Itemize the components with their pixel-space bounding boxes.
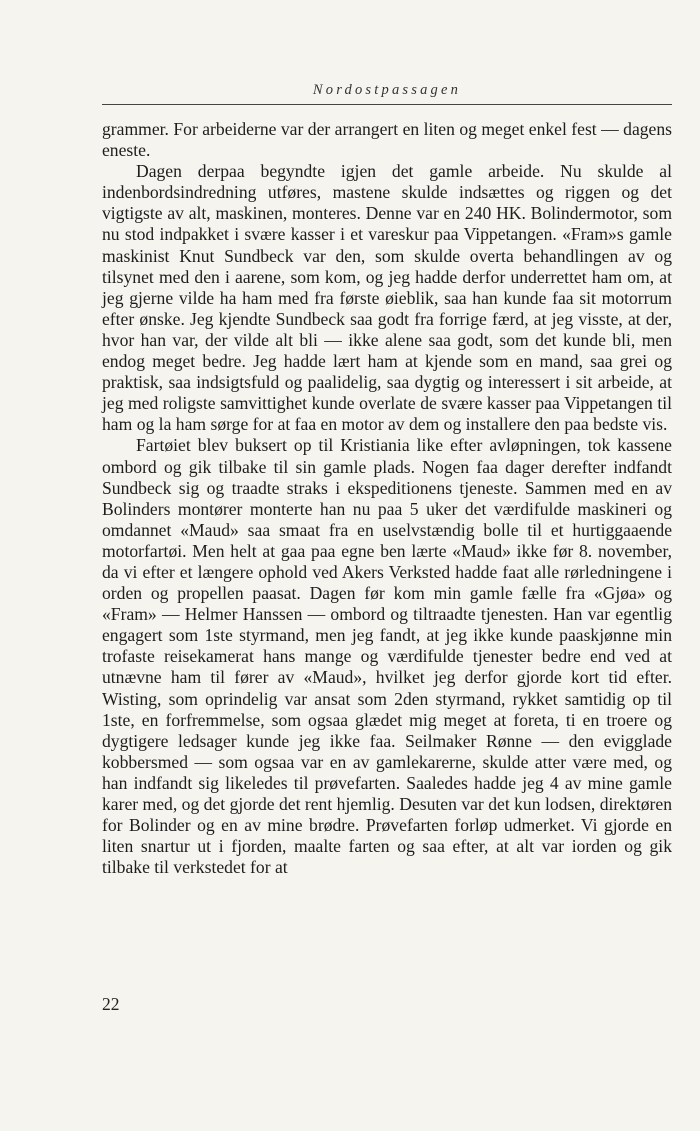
running-head-title: Nordostpassagen — [312, 82, 462, 98]
paragraph-continued: grammer. For arbeiderne var der arrangert en liten og meget enkel fest — dagens eneste. — [102, 119, 672, 161]
header-rule — [102, 104, 672, 105]
page-number: 22 — [102, 994, 120, 1014]
paragraph: Dagen derpaa begyndte igjen det gamle arbeide. Nu skulde al indenbordsindredning utføres, mastene skulde indsættes og riggen og det vigtigste av alt, maskinen, monteres. Denne var en 240 HK. Bolindermotor, som nu stod indpakket i svære kasser i et vareskur paa Vippetangen. «Fram»s gamle maskinist Knut Sundbeck var den, som skulde overta behandlingen av og tilsynet med den i aarene, som kom, og jeg hadde derfor underrettet ham om, at jeg gjerne vilde ha ham med fra første øieblik, saa han kunde faa sit motorrum efter ønske. Jeg kjendte Sundbeck saa godt fra forrige færd, at jeg visste, at der, hvor han var, der vilde alt bli — ikke alene saa godt, som det kunde bli, men endog meget bedre. Jeg hadde lært ham at kjende som en mand, saa grei og praktisk, saa indsigtsfuld og paalidelig, saa dygtig og interessert i sit arbeide, at jeg med roligste samvittighet kunde overlate de svære kasser paa Vippetangen til ham og la ham sørge for at faa en motor av dem og installere den paa bedste vis. — [102, 161, 672, 435]
body-text — [102, 119, 672, 878]
paragraph: Fartøiet blev buksert op til Kristiania like efter avløpningen, tok kassene ombord og gik tilbake til sin gamle plads. Nogen faa dager derefter indfandt Sundbeck sig og traadte straks i ekspeditionens tjeneste. Sammen med en av Bolinders montører monterte han nu paa 5 uker det værdifulde maskineri og omdannet «Maud» saa smaat fra en uselvstændig bolle til et hurtiggaaende motorfartøi. Men helt at gaa paa egne ben lærte «Maud» ikke før 8. november, da vi efter et længere ophold ved Akers Verksted hadde faat alle rørledningene i orden og propellen paasat. Dagen før kom min gamle fælle fra «Gjøa» og «Fram» — Helmer Hanssen — ombord og tiltraadte tjenesten. Han var egentlig engagert som 1ste styrmand, men jeg fandt, at jeg ikke kunde paaskjønne min trofaste reisekamerat hans mange og værdifulde tjenester bedre end ved at utnævne ham til fører av «Maud», hvilket jeg derfor gjorde kort tid efter. Wisting, som oprindelig var ansat som 2den styrmand, rykket samtidig op til 1ste, en forfremmelse, som ogsaa glædet mig meget at foreta, ti en troere og dygtigere ledsager kunde jeg ikke faa. Seilmaker Rønne — den evigglade kobbersmed — som ogsaa var en av gamlekarerne, skulde atter være med, og han indfandt sig likeledes til prøvefarten. Saaledes hadde jeg 4 av mine gamle karer med, og det gjorde det rent hjemlig. Desuten var det kun lodsen, direktøren for Bolinder og en av mine brødre. Prøvefarten forløp udmerket. Vi gjorde en liten snartur ut i fjorden, maalte farten og saa efter, at alt var iorden og gik tilbake til verkstedet for at — [102, 435, 672, 878]
